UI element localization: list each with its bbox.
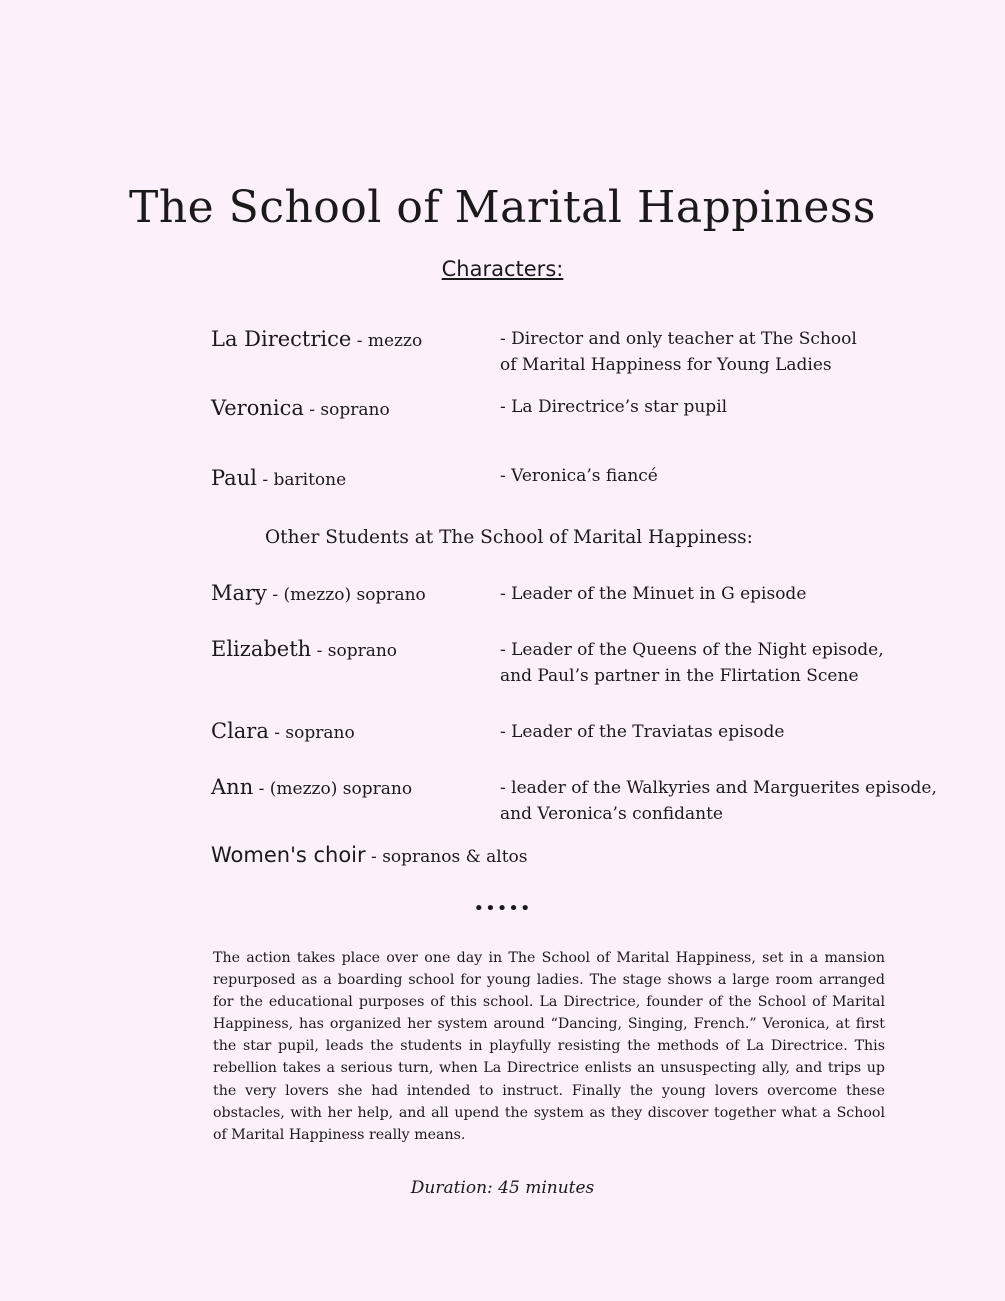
character-description-cont: and Veronica’s confidante	[500, 804, 723, 824]
character-voice: - baritone	[256, 470, 347, 490]
character-name: Paul	[211, 466, 257, 490]
section-separator: •••••	[473, 898, 532, 919]
synopsis-paragraph: The action takes place over one day in The School of Marital Happiness, set in a mansion repurposed as a boarding school for young ladies. The stage shows a large room arranged for the educational purposes of this school. La Directrice, founder of the School of Marital Happiness, has organized her system around “Dancing, Singing, French.” Veronica, at first the star pupil, leads the students in playfully resisting the methods of La Directrice. This rebellion takes a serious turn, when La Directrice enlists an unsuspecting ally, and trips up the very lovers she had intended to instruct. Finally the young lovers overcome these obstacles, with her help, and all upend the system as they discover together what a School of Marital Happiness really means.	[213, 950, 885, 1143]
character-name: Ann	[211, 775, 254, 799]
character-voice: - (mezzo) soprano	[253, 779, 413, 799]
character-name: Elizabeth	[211, 637, 312, 661]
character-voice: - (mezzo) soprano	[266, 585, 426, 605]
character-voice: - soprano	[311, 641, 398, 661]
character-name: Clara	[211, 719, 269, 743]
character-name: La Directrice	[211, 327, 352, 351]
character-description: - Leader of the Minuet in G episode	[500, 584, 807, 604]
characters-heading: Characters:	[441, 257, 564, 281]
character-description: - Leader of the Traviatas episode	[500, 722, 785, 742]
character-voice: - soprano	[268, 723, 355, 743]
character-description: - leader of the Walkyries and Marguerites episode,	[500, 778, 937, 798]
character-description: - Veronica’s fiancé	[500, 466, 658, 486]
character-name: Veronica	[211, 396, 304, 420]
choir-name: Women's choir	[211, 843, 366, 867]
character-voice: - soprano	[303, 400, 390, 420]
character-description: - Leader of the Queens of the Night episode,	[500, 640, 884, 660]
page-title: The School of Marital Happiness	[128, 182, 877, 233]
character-description: - Director and only teacher at The School	[500, 329, 857, 349]
character-description-cont: and Paul’s partner in the Flirtation Scene	[500, 666, 859, 686]
choir-voice: - sopranos & altos	[365, 847, 528, 867]
character-name: Mary	[211, 581, 267, 605]
other-students-heading: Other Students at The School of Marital Happiness:	[265, 527, 753, 548]
character-description: - La Directrice’s star pupil	[500, 397, 728, 417]
duration-text: Duration: 45 minutes	[410, 1178, 595, 1198]
character-description-cont: of Marital Happiness for Young Ladies	[500, 355, 832, 375]
choir-entry	[211, 843, 528, 867]
character-voice: - mezzo	[351, 331, 423, 351]
